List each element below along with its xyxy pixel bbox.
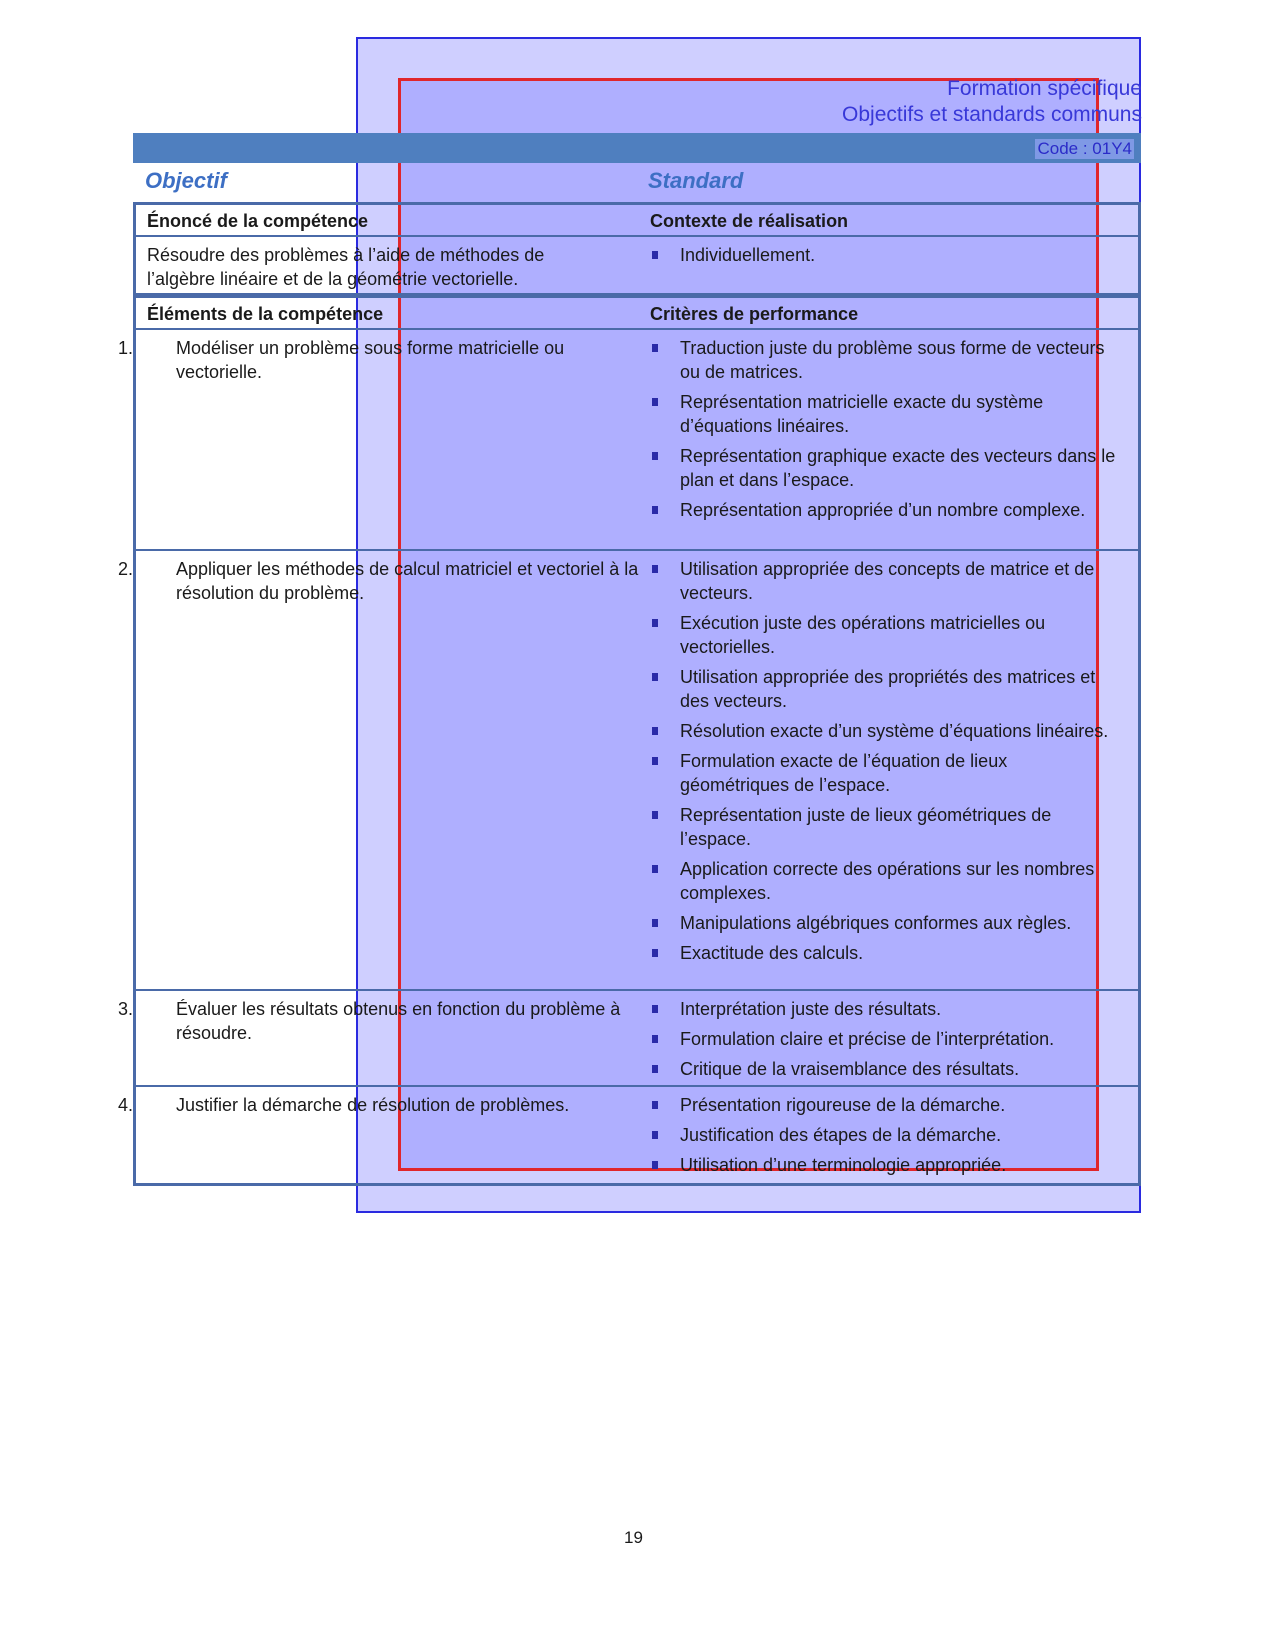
- criteria-list: [650, 336, 1120, 528]
- element-number: 1.: [118, 338, 134, 358]
- criterion-item: Utilisation appropriée des propriétés des matrices et des vecteurs.: [650, 665, 1120, 713]
- competence-statement-header: Énoncé de la compétence: [147, 211, 369, 231]
- element-number: 3.: [118, 999, 134, 1019]
- criterion-item: Critique de la vraisemblance des résultats.: [650, 1057, 1120, 1081]
- element-text: 1. Modéliser un problème sous forme matricielle ou vectorielle.: [118, 338, 565, 382]
- criterion-item: Traduction juste du problème sous forme de vecteurs ou de matrices.: [650, 336, 1120, 384]
- standard-title: Standard: [648, 168, 744, 193]
- context-item: Individuellement.: [650, 243, 1120, 267]
- header-line-2: Objectifs et standards communs: [842, 103, 1142, 126]
- criterion-item: Présentation rigoureuse de la démarche.: [650, 1093, 1120, 1117]
- criterion-item: Représentation juste de lieux géométriques de l’espace.: [650, 803, 1120, 851]
- element-number: 4.: [118, 1095, 134, 1115]
- criterion-item: Application correcte des opérations sur les nombres complexes.: [650, 857, 1120, 905]
- criterion-item: Résolution exacte d’un système d’équations linéaires.: [650, 719, 1120, 743]
- criterion-item: Formulation exacte de l’équation de lieux géométriques de l’espace.: [650, 749, 1120, 797]
- element-row-4: [118, 1087, 1138, 1183]
- column-titles: [145, 168, 1135, 198]
- competence-header-row: [136, 205, 1138, 237]
- criterion-item: Exécution juste des opérations matricielles ou vectorielles.: [650, 611, 1120, 659]
- context-header: Contexte de réalisation: [650, 211, 849, 231]
- competence-table: [133, 202, 1141, 296]
- criteria-list: [650, 997, 1120, 1087]
- criterion-item: Interprétation juste des résultats.: [650, 997, 1120, 1021]
- elements-header: Éléments de la compétence: [147, 304, 384, 324]
- page-number: 19: [624, 1528, 643, 1547]
- element-text: 3. Évaluer les résultats obtenus en fonction du problème à résoudre.: [118, 999, 621, 1043]
- element-row-1: [118, 330, 1138, 551]
- element-text: 2. Appliquer les méthodes de calcul matriciel et vectoriel à la résolution du problème.: [118, 559, 639, 603]
- criteria-list: [650, 1093, 1120, 1183]
- criterion-item: Utilisation d’une terminologie appropriée.: [650, 1153, 1120, 1177]
- element-row-3: [118, 991, 1138, 1087]
- criterion-item: Représentation appropriée d’un nombre complexe.: [650, 498, 1120, 522]
- header-bar: [133, 133, 1141, 163]
- course-code: Code : 01Y4: [1037, 139, 1132, 158]
- header-line-1: Formation spécifique: [947, 77, 1142, 100]
- context-list: [650, 243, 1120, 273]
- criterion-item: Représentation graphique exacte des vecteurs dans le plan et dans l’espace.: [650, 444, 1120, 492]
- criterion-item: Manipulations algébriques conformes aux règles.: [650, 911, 1120, 935]
- criterion-item: Utilisation appropriée des concepts de matrice et de vecteurs.: [650, 557, 1120, 605]
- criterion-item: Justification des étapes de la démarche.: [650, 1123, 1120, 1147]
- criterion-item: Formulation claire et précise de l’interprétation.: [650, 1027, 1120, 1051]
- objective-title: Objectif: [145, 168, 227, 193]
- criterion-item: Exactitude des calculs.: [650, 941, 1120, 965]
- element-row-2: [118, 551, 1138, 991]
- competence-row: [136, 237, 1138, 293]
- elements-header-row: [136, 298, 1138, 330]
- element-text: 4. Justifier la démarche de résolution de problèmes.: [118, 1095, 570, 1115]
- criteria-header: Critères de performance: [650, 304, 859, 324]
- criteria-list: [650, 557, 1120, 971]
- element-number: 2.: [118, 559, 134, 579]
- competence-statement: Résoudre des problèmes à l’aide de méthodes de l’algèbre linéaire et de la géométrie vectorielle.: [147, 245, 545, 289]
- criterion-item: Représentation matricielle exacte du système d’équations linéaires.: [650, 390, 1120, 438]
- document-header: [842, 76, 1142, 128]
- elements-table: [118, 295, 1141, 1186]
